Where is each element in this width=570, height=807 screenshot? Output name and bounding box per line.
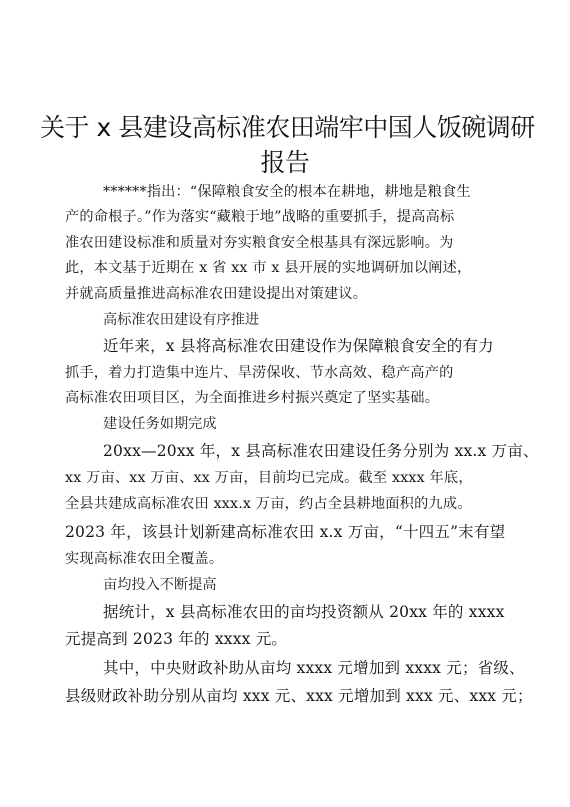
- section2-line-2: xx 万亩、xx 万亩、xx 万亩，目前均已完成。截至 xxxx 年底，: [65, 470, 473, 486]
- section2-line-1: 20xx—20xx 年，x 县高标准农田建设任务分别为 xx.x 万亩、: [103, 442, 539, 460]
- section1-line-3: 高标准农田项目区，为全面推进乡村振兴奠定了坚实基础。: [65, 390, 440, 406]
- section-heading-construction-progress: 高标准农田建设有序推进: [103, 312, 260, 328]
- document-title-line-1: 关于 x 县建设高标准农田端牢中国人饭碗调研: [40, 113, 535, 142]
- intro-line-1: ******指出：“保障粮食安全的根本在耕地，耕地是粮食生: [103, 184, 471, 200]
- section-heading-tasks-completed: 建设任务如期完成: [103, 416, 217, 432]
- intro-line-5: 并就高质量推进高标准农田建设提出对策建议。: [65, 286, 368, 302]
- intro-line-3: 准农田建设标准和质量对夯实粮食安全根基具有深远影响。为: [65, 235, 454, 251]
- section4-line-1: 其中，中央财政补助从亩均 xxxx 元增加到 xxxx 元；省级、: [103, 659, 525, 677]
- section2-line-5: 实现高标准农田全覆盖。: [65, 551, 224, 567]
- intro-line-4: 此，本文基于近期在 x 省 xx 市 x 县开展的实地调研加以阐述，: [65, 260, 472, 276]
- section3-line-1: 据统计，x 县高标准农田的亩均投资额从 20xx 年的 xxxx: [103, 603, 505, 621]
- section4-line-2: 县级财政补助分别从亩均 xxx 元、xxx 元增加到 xxx 元、xxx 元；: [65, 687, 533, 705]
- document-title-line-2: 报告: [260, 148, 310, 177]
- section-heading-investment-increase: 亩均投入不断提高: [103, 577, 217, 593]
- section2-line-4: 2023 年，该县计划新建高标准农田 x.x 万亩，“十四五”末有望: [65, 523, 506, 541]
- section3-line-2: 元提高到 2023 年的 xxxx 元。: [65, 630, 288, 648]
- section1-line-1: 近年来，x 县将高标准农田建设作为保障粮食安全的有力: [103, 337, 494, 355]
- intro-line-2: 产的命根子。”作为落实“藏粮于地”战略的重要抓手，提高高标: [65, 209, 455, 225]
- section2-line-3: 全县共建成高标准农田 xxx.x 万亩，约占全县耕地面积的九成。: [65, 496, 472, 512]
- section1-line-2: 抓手，着力打造集中连片、旱涝保收、节水高效、稳产高产的: [65, 365, 454, 381]
